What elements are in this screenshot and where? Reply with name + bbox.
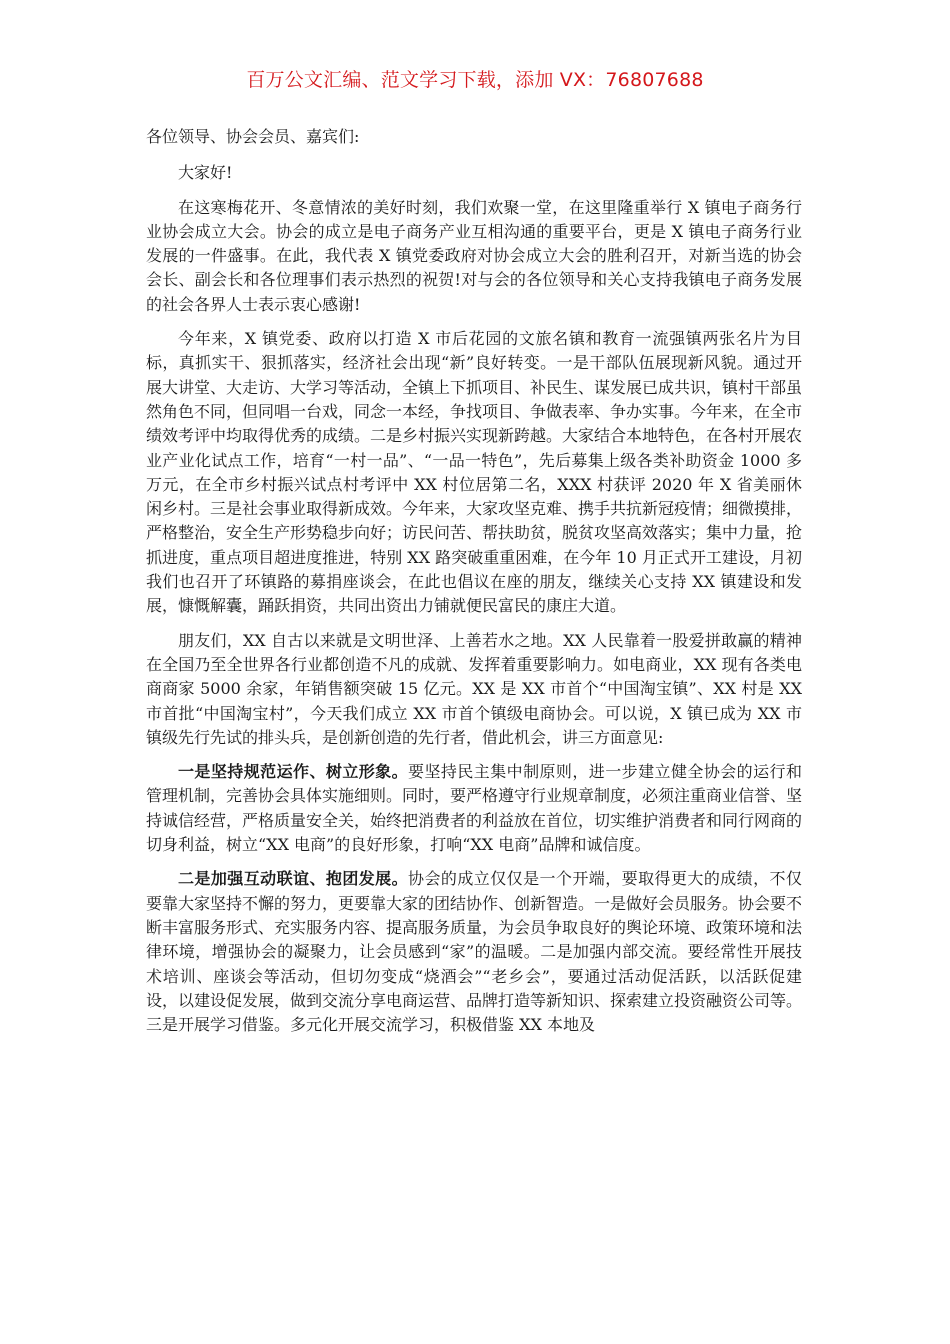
point-text-1: 要坚持民主集中制原则，进一步建立健全协会的运行和管理机制，完善协会具体实施细则。同时，要严格遵守行业规章制度，必须注重商业信誉、坚持诚信经营，严格质量安全关，始终把消费者的利益放在首位，切实维护消费者和同行网商的切身利益，树立“XX 电商”的良好形象，打响“XX 电商”品牌和诚信度。	[146, 762, 803, 855]
point-text-2: 协会的成立仅仅是一个开端，要取得更大的成绩，不仅要靠大家坚持不懈的努力，更要靠大家的团结协作、创新智造。一是做好会员服务。协会要不断丰富服务形式、充实服务内容、提高服务质量，为会员争取良好的舆论环境、政策环境和法律环境，增强协会的凝聚力，让会员感到“家”的温暖。二是加强内部交流。要经常性开展技术培训、座谈会等活动，但切勿变成“烧酒会”“老乡会”，要通过活动促活跃，以活跃促建设，以建设促发展，做到交流分享电商运营、品牌打造等新知识、探索建立投资融资公司等。三是开展学习借鉴。多元化开展交流学习，积极借鉴 XX 本地及	[146, 869, 803, 1035]
paragraph-background: 朋友们，XX 自古以来就是文明世泽、上善若水之地。XX 人民靠着一股爱拼敢赢的精神在全国乃至全世界各行业都创造不凡的成就、发挥着重要影响力。如电商业，XX 现有各类电商商家 5000 余家，年销售额突破 15 亿元。XX 是 XX 市首个“中国淘宝镇”、XX 村是 XX 市首批“中国淘宝村”，今天我们成立 XX 市首个镇级电商协会。可以说，X 镇已成为 XX 市镇级先行先试的排头兵，是创新创造的先行者，借此机会，讲三方面意见:	[146, 630, 802, 747]
salutation: 各位领导、协会会员、嘉宾们:	[146, 127, 360, 146]
point-title-1: 一是坚持规范运作、树立形象。	[178, 762, 409, 782]
header-banner: 百万公文汇编、范文学习下载，添加 VX：76807688	[246, 69, 704, 91]
paragraph-achievements: 今年来，X 镇党委、政府以打造 X 市后花园的文旅名镇和教育一流强镇两张名片为目标，真抓实干、狠抓落实，经济社会出现“新”良好转变。一是干部队伍展现新风貌。通过开展大讲堂、大走访、大学习等活动，全镇上下抓项目、补民生、谋发展已成共识，镇村干部虽然角色不同，但同唱一台戏，同念一本经，争找项目、争做表率、争办实事。今年来，在全市绩效考评中均取得优秀的成绩。二是乡村振兴实现新跨越。大家结合本地特色，在各村开展农业产业化试点工作，培育“一村一品”、“一品一特色”，先后募集上级各类补助资金 1000 多万元，在全市乡村振兴试点村考评中 XX 村位居第二名，XXX 村获评 2020 年 X 省美丽休闲乡村。三是社会事业取得新成效。今年来，大家攻坚克难、携手共抗新冠疫情；细微摸排，严格整治，安全生产形势稳步向好；访民问苦、帮扶助贫，脱贫攻坚高效落实；集中力量，抢抓进度，重点项目超进度推进，特别 XX 路突破重重困难，在今年 10 月正式开工建设，月初我们也召开了环镇路的募捐座谈会，在此也倡议在座的朋友，继续关心支持 XX 镇建设和发展，慷慨解囊，踊跃捐资，共同出资出力铺就便民富民的康庄大道。	[146, 329, 803, 616]
point-paragraph-2	[146, 867, 802, 1037]
greeting: 大家好!	[178, 163, 233, 183]
point-paragraph-1	[146, 760, 802, 857]
paragraph-opening: 在这寒梅花开、冬意情浓的美好时刻，我们欢聚一堂，在这里隆重举行 X 镇电子商务行业协会成立大会。协会的成立是电子商务产业互相沟通的重要平台，更是 X 镇电子商务行业发展的一件盛事。在此，我代表 X 镇党委政府对协会成立大会的胜利召开，对新当选的协会会长、副会长和各位理事们表示热烈的祝贺!对与会的各位领导和关心支持我镇电子商务发展的社会各界人士表示衷心感谢!	[146, 197, 802, 314]
document-body	[146, 125, 802, 1047]
point-title-2: 二是加强互动联谊、抱团发展。	[178, 869, 409, 889]
